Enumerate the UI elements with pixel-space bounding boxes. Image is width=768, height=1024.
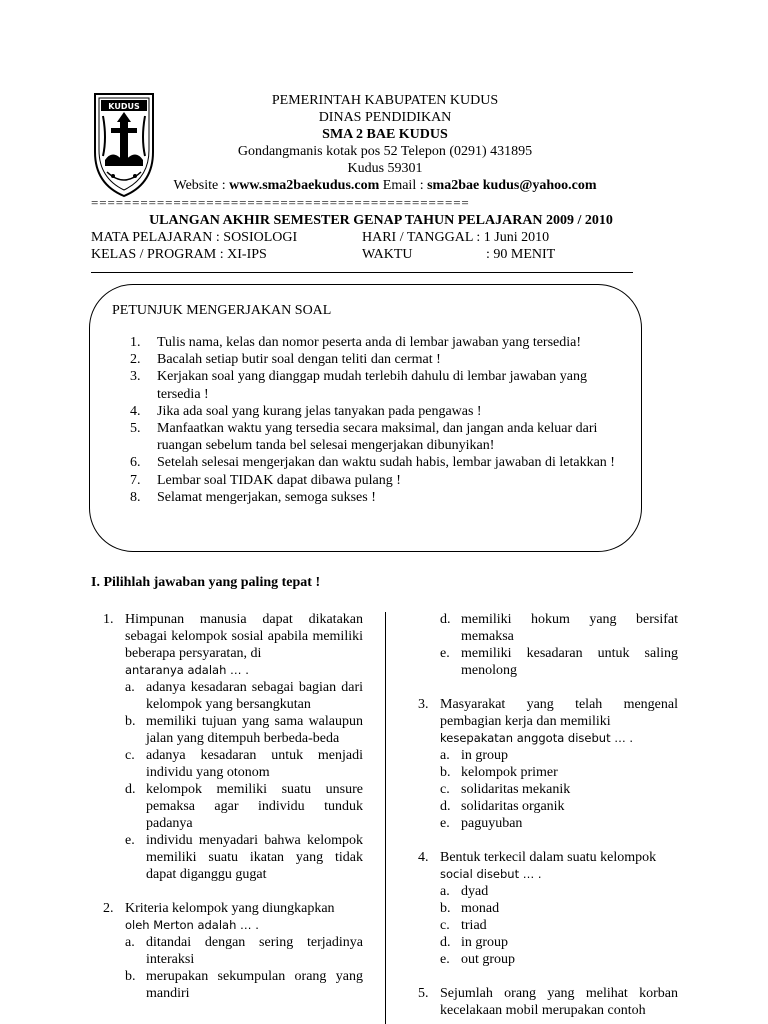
instruction-item: 6. Setelah selesai mengerjakan dan waktu sudah habis, lembar jawaban di letakkan ! bbox=[130, 455, 615, 471]
instruction-item: 8. Selamat mengerjakan, semoga sukses ! bbox=[130, 489, 376, 505]
government-name: PEMERINTAH KABUPATEN KUDUS bbox=[271, 93, 499, 108]
school-name: SMA 2 BAE KUDUS bbox=[322, 127, 448, 142]
question-text: Kriteria kelompok yang diungkapkan bbox=[125, 901, 335, 916]
time-label: WAKTU bbox=[362, 247, 413, 262]
option-a: a. in group bbox=[440, 748, 509, 763]
question-text: Bentuk terkecil dalam suatu kelompok bbox=[440, 850, 657, 865]
question-tail: kesepakatan anggota disebut … . bbox=[440, 731, 634, 745]
subject: MATA PELAJARAN : SOSIOLOGI bbox=[91, 230, 298, 245]
option-b: b. merupakan sekumpulan orang yang mandiri bbox=[125, 969, 363, 1001]
option-e: e. out group bbox=[440, 952, 516, 967]
question-text: Sejumlah orang yang melihat korban kecelakaan mobil merupakan contoh bbox=[440, 986, 678, 1018]
regency-logo bbox=[93, 92, 155, 198]
instruction-item: 7. Lembar soal TIDAK dapat dibawa pulang ! bbox=[130, 472, 401, 488]
right-column bbox=[418, 611, 678, 1019]
letterhead bbox=[170, 92, 600, 194]
exam-date: HARI / TANGGAL : 1 Juni 2010 bbox=[362, 230, 550, 245]
school-address: Gondangmanis kotak pos 52 Telepon (0291) 431895 bbox=[237, 144, 533, 159]
instruction-item: 5. Manfaatkan waktu yang tersedia secara maksimal, dan jangan anda keluar dari ruangan sebelum tanda bel selesai mengerjakan dibunyikan! bbox=[130, 421, 598, 454]
time-value: : 90 MENIT bbox=[486, 247, 556, 262]
instructions-list bbox=[130, 334, 630, 506]
question-tail: social disebut … . bbox=[440, 867, 542, 881]
email-label: Email : bbox=[379, 178, 428, 193]
option-a: a. ditandai dengan sering terjadinya interaksi bbox=[125, 935, 363, 967]
question-tail: antaranya adalah … . bbox=[125, 663, 249, 677]
option-c: c. adanya kesadaran untuk menjadi individu yang otonom bbox=[125, 748, 363, 780]
question-tail: oleh Merton adalah … . bbox=[125, 918, 259, 932]
instruction-item: 4. Jika ada soal yang kurang jelas tanyakan pada pengawas ! bbox=[130, 403, 482, 419]
exam-title: ULANGAN AKHIR SEMESTER GENAP TAHUN PELAJARAN 2009 / 2010 bbox=[149, 213, 613, 228]
option-a: a. dyad bbox=[440, 884, 489, 899]
question-4: 4. Bentuk terkecil dalam suatu kelompok social disebut … . bbox=[418, 849, 678, 883]
option-b: b. monad bbox=[440, 901, 500, 916]
section-title: I. Pilihlah jawaban yang paling tepat ! bbox=[91, 575, 321, 590]
option-c: c. solidaritas mekanik bbox=[440, 782, 571, 797]
question-5: 5. Sejumlah orang yang melihat korban kecelakaan mobil merupakan contoh bbox=[418, 986, 678, 1018]
instruction-item: 3. Kerjakan soal yang dianggap mudah terlebih dahulu di lembar jawaban yang tersedia ! bbox=[130, 369, 587, 402]
option-a: a. adanya kesadaran sebagai bagian dari kelompok yang bersangkutan bbox=[125, 680, 363, 712]
header-rule bbox=[91, 272, 633, 273]
question-text: Himpunan manusia dapat dikatakan sebagai kelompok sosial apabila memiliki beberapa persyaratan, di bbox=[125, 612, 363, 661]
website-value: www.sma2baekudus.com bbox=[229, 178, 380, 193]
question-1: 1. Himpunan manusia dapat dikatakan sebagai kelompok sosial apabila memiliki beberapa persyaratan, di antaranya adalah … . bbox=[103, 612, 363, 677]
option-e: e. paguyuban bbox=[440, 816, 523, 831]
option-b: b. kelompok primer bbox=[440, 765, 558, 780]
contact-line bbox=[170, 177, 600, 194]
question-text: Masyarakat yang telah mengenal pembagian kerja dan memiliki bbox=[440, 697, 678, 729]
left-column bbox=[103, 611, 363, 1002]
option-d: d. solidaritas organik bbox=[440, 799, 565, 814]
website-label: Website : bbox=[173, 178, 230, 193]
option-c: c. triad bbox=[440, 918, 487, 933]
svg-text:KUDUS: KUDUS bbox=[108, 102, 140, 111]
header-separator: ============================================== bbox=[91, 196, 470, 210]
class-program: KELAS / PROGRAM : XI-IPS bbox=[91, 247, 267, 262]
instruction-item: 1. Tulis nama, kelas dan nomor peserta anda di lembar jawaban yang tersedia! bbox=[130, 335, 582, 350]
option-e: e. individu menyadari bahwa kelompok memiliki suatu ikatan yang tidak dapat diganggu gugat bbox=[125, 833, 363, 882]
email-value: sma2bae kudus@yahoo.com bbox=[427, 178, 597, 193]
question-2: 2. Kriteria kelompok yang diungkapkan oleh Merton adalah … . bbox=[103, 900, 363, 934]
option-d: d. kelompok memiliki suatu unsure pemaksa agar individu tunduk padanya bbox=[125, 782, 363, 831]
option-b: b. memiliki tujuan yang sama walaupun jalan yang ditempuh berbeda-beda bbox=[125, 714, 363, 746]
instruction-item: 2. Bacalah setiap butir soal dengan teliti dan cermat ! bbox=[130, 352, 441, 368]
question-3: 3. Masyarakat yang telah mengenal pembagian kerja dan memiliki kesepakatan anggota disebut … . bbox=[418, 697, 678, 745]
instructions-title: PETUNJUK MENGERJAKAN SOAL bbox=[112, 303, 332, 318]
option-d: d. memiliki hokum yang bersifat memaksa bbox=[440, 612, 678, 644]
department-name: DINAS PENDIDIKAN bbox=[318, 110, 452, 125]
school-city: Kudus 59301 bbox=[347, 161, 423, 176]
option-e: e. memiliki kesadaran untuk saling menolong bbox=[440, 646, 678, 678]
option-d: d. in group bbox=[440, 935, 509, 950]
column-divider bbox=[385, 612, 386, 1024]
